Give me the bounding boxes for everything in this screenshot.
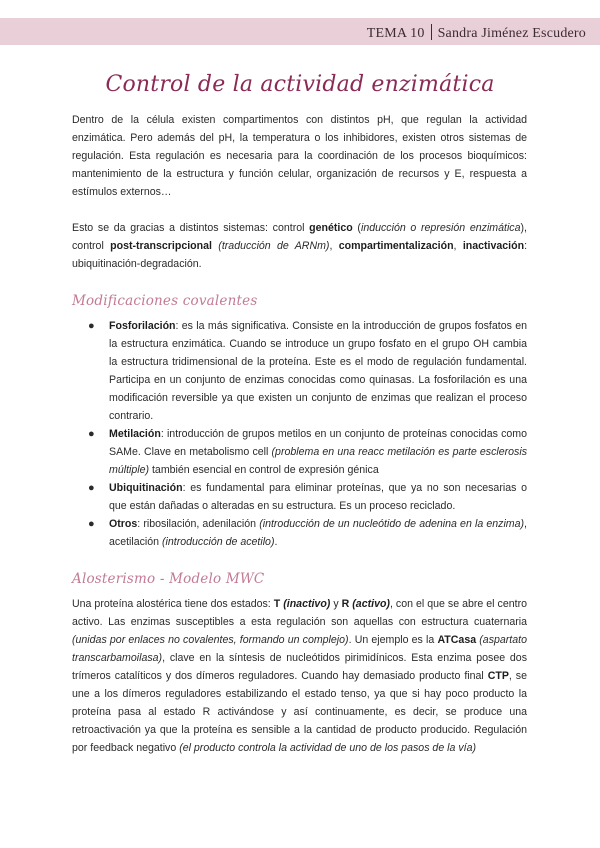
text-run: , clave en la síntesis de nucleótidos pirimidínicos. Esta enzima posee dos trímeros catalíticos y dos dímeros reguladores. Cuando hay demasiado producto final xyxy=(72,652,527,682)
bold-term: compartimentalización xyxy=(338,240,454,252)
bold-italic-note: (activo) xyxy=(352,598,390,610)
item-text: , acetilación xyxy=(109,518,527,548)
italic-note: (introducción de un nucleótido de adenina en la enzima) xyxy=(259,518,525,530)
bullet-icon: ● xyxy=(88,320,95,332)
list-item xyxy=(88,317,527,425)
text-run: y xyxy=(330,598,342,610)
bold-term: Metilación xyxy=(109,428,161,440)
top-margin xyxy=(0,0,600,18)
allosterism-paragraph xyxy=(72,595,527,757)
text-run: ( xyxy=(352,222,361,234)
italic-note: (aspartato transcarbamoilasa) xyxy=(72,634,527,664)
text-run: , xyxy=(329,240,339,252)
bold-term: R xyxy=(341,598,350,610)
bold-term: Otros xyxy=(109,518,138,530)
bullet-icon: ● xyxy=(88,518,95,530)
list-item xyxy=(88,479,527,515)
header-author: Sandra Jiménez Escudero xyxy=(437,26,586,41)
intro-paragraph-1: Dentro de la célula existen compartimentos con distintos pH, que regulan la actividad enzimática. Pero además del pH, la temperatura o los inhibidores, existen otros sistemas de regulación. Esta regulación es necesaria para la coordinación de los procesos bioquímicos: mantenimiento de la estructura y función celular, organización de recursos y E, respuesta a estímulos externos… xyxy=(72,114,527,198)
text-run: , con el que se abre el centro activo. Las enzimas susceptibles a esta regulación son aquellas con estructura cuaternaria xyxy=(72,598,527,628)
bold-term: ATCasa xyxy=(437,634,477,646)
text-run: ), control xyxy=(72,222,527,252)
list-item xyxy=(88,515,527,551)
running-header xyxy=(367,24,586,42)
list-item xyxy=(88,425,527,479)
header-separator xyxy=(431,24,432,40)
bold-term: genético xyxy=(309,222,353,234)
text-run: : ubiquitinación-degradación. xyxy=(72,240,528,270)
item-text: : introducción de grupos metilos en un conjunto de proteínas conocidas como SAMe. Clave en metabolismo cell xyxy=(109,428,527,458)
italic-note: (problema en una reacc metilación es parte esclerosis múltiple) xyxy=(109,446,527,476)
item-text: : es fundamental para eliminar proteínas, que ya no son necesarias o que están dañadas o alteradas en su estructura. Es un proceso reciclado. xyxy=(109,482,527,512)
item-text: : es la más significativa. Consiste en la introducción de grupos fosfatos en la estructura enzimática. Cuando se introduce un grupo fosfato en el grupo OH cambia la estructura tridimensional de la proteína. Este es el modo de regulación fundamental. Participa en un conjunto de enzimas conocidas como quinasas. La fosforilación es una modificación reversible ya que existen un conjunto de enzimas que realizan el proceso contrario. xyxy=(109,320,527,422)
bullet-icon: ● xyxy=(88,482,95,494)
text-run: . Un ejemplo es la xyxy=(348,634,438,646)
bold-term: CTP xyxy=(487,670,509,682)
bullet-icon: ● xyxy=(88,428,95,440)
text-run: Una proteína alostérica tiene dos estados: xyxy=(72,598,274,610)
text-run: Esto se da gracias a distintos sistemas: control xyxy=(72,222,310,234)
bold-term: Fosforilación xyxy=(109,320,176,332)
intro-paragraph-2 xyxy=(72,219,527,273)
document-body xyxy=(72,111,527,757)
item-text: . xyxy=(274,536,278,548)
italic-note: (introducción de acetilo) xyxy=(162,536,275,548)
bold-term: post-transcripcional xyxy=(110,240,212,252)
italic-note: (traducción de ARNm) xyxy=(218,240,330,252)
item-text: : ribosilación, adenilación xyxy=(137,518,260,530)
bold-italic-note: (inactivo) xyxy=(283,598,331,610)
page-title: Control de la actividad enzimática xyxy=(105,72,495,97)
header-topic: TEMA 10 xyxy=(366,26,425,41)
item-text: también esencial en control de expresión génica xyxy=(149,464,379,476)
bold-term: inactivación xyxy=(462,240,525,252)
bold-term: T xyxy=(273,598,281,610)
italic-note: inducción o represión enzimática xyxy=(360,222,521,234)
italic-note: (unidas por enlaces no covalentes, formando un complejo) xyxy=(72,634,349,646)
text-run: , se une a los dímeros reguladores estabilizando el estado tenso, ya que si hay poco producto la proteína pasa al estado R activándose y así continuamente, es decir, se produce una retroactivación ya que la proteína es sensible a la cantidad de producto producido. Regulación por feedback negativo xyxy=(72,670,527,754)
section-heading-allosterism: Alosterismo - Modelo MWC xyxy=(72,571,265,587)
section-heading-covalent: Modificaciones covalentes xyxy=(72,293,258,309)
covalent-modifications-list xyxy=(72,317,527,551)
bold-term: Ubiquitinación xyxy=(109,482,183,494)
text-run: , xyxy=(453,240,463,252)
italic-note: (el producto controla la actividad de uno de los pasos de la vía) xyxy=(179,742,477,754)
